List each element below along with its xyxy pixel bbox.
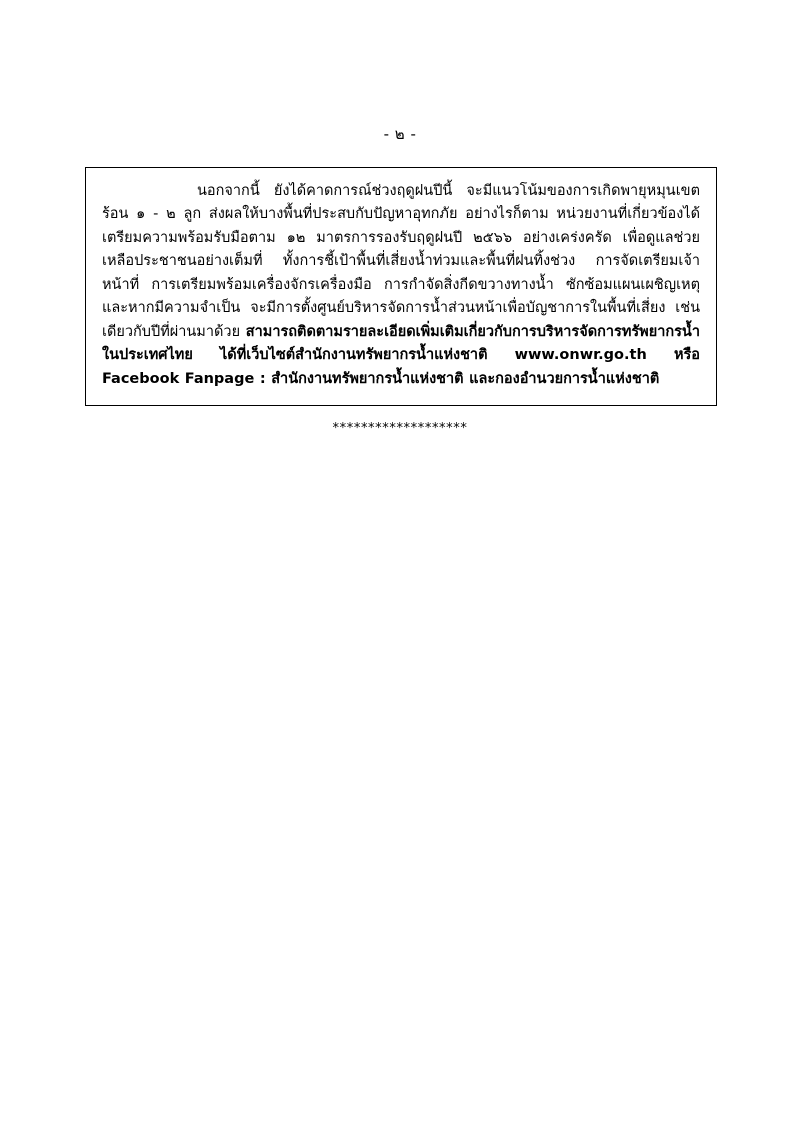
paragraph-bold-text: สามารถติดตามรายละเอียดเพิ่มเติมเกี่ยวกับการบริหารจัดการทรัพยากรน้ำในประเทศไทย ได้ที่เว็บไซต์สำนักงานทรัพยากรน้ำแห่งชาติ www.onwr.go.th หรือ Facebook Fanpage : สำนักงานทรัพยากรน้ำแห่งชาติ และกองอำนวยการน้ำแห่งชาติ bbox=[102, 323, 700, 387]
footer-separator: ******************* bbox=[332, 421, 468, 436]
page-number: - ๒ - bbox=[383, 125, 417, 143]
body-paragraph bbox=[102, 180, 700, 391]
body-text-box bbox=[85, 167, 717, 406]
paragraph-normal-text: นอกจากนี้ ยังได้คาดการณ์ช่วงฤดูฝนปีนี้ จะมีแนวโน้มของการเกิดพายุหมุนเขตร้อน ๑ - ๒ ลูก ส่งผลให้บางพื้นที่ประสบกับปัญหาอุทกภัย อย่างไรก็ตาม หน่วยงานที่เกี่ยวข้องได้เตรียมความพร้อมรับมือตาม ๑๒ มาตรการรองรับฤดูฝนปี ๒๕๖๖ อย่างเคร่งครัด เพื่อดูแลช่วยเหลือประชาชนอย่างเต็มที่ ทั้งการชี้เป้าพื้นที่เสี่ยงน้ำท่วมและพื้นที่ฝนทิ้งช่วง การจัดเตรียมเจ้าหน้าที่ การเตรียมพร้อมเครื่องจักรเครื่องมือ การกำจัดสิ่งกีดขวางทางน้ำ ซักซ้อมแผนเผชิญเหตุ และหากมีความจำเป็น จะมีการตั้งศูนย์บริหารจัดการน้ำส่วนหน้าเพื่อบัญชาการในพื้นที่เสี่ยง เช่นเดียวกับปีที่ผ่านมาด้วย bbox=[102, 183, 700, 340]
